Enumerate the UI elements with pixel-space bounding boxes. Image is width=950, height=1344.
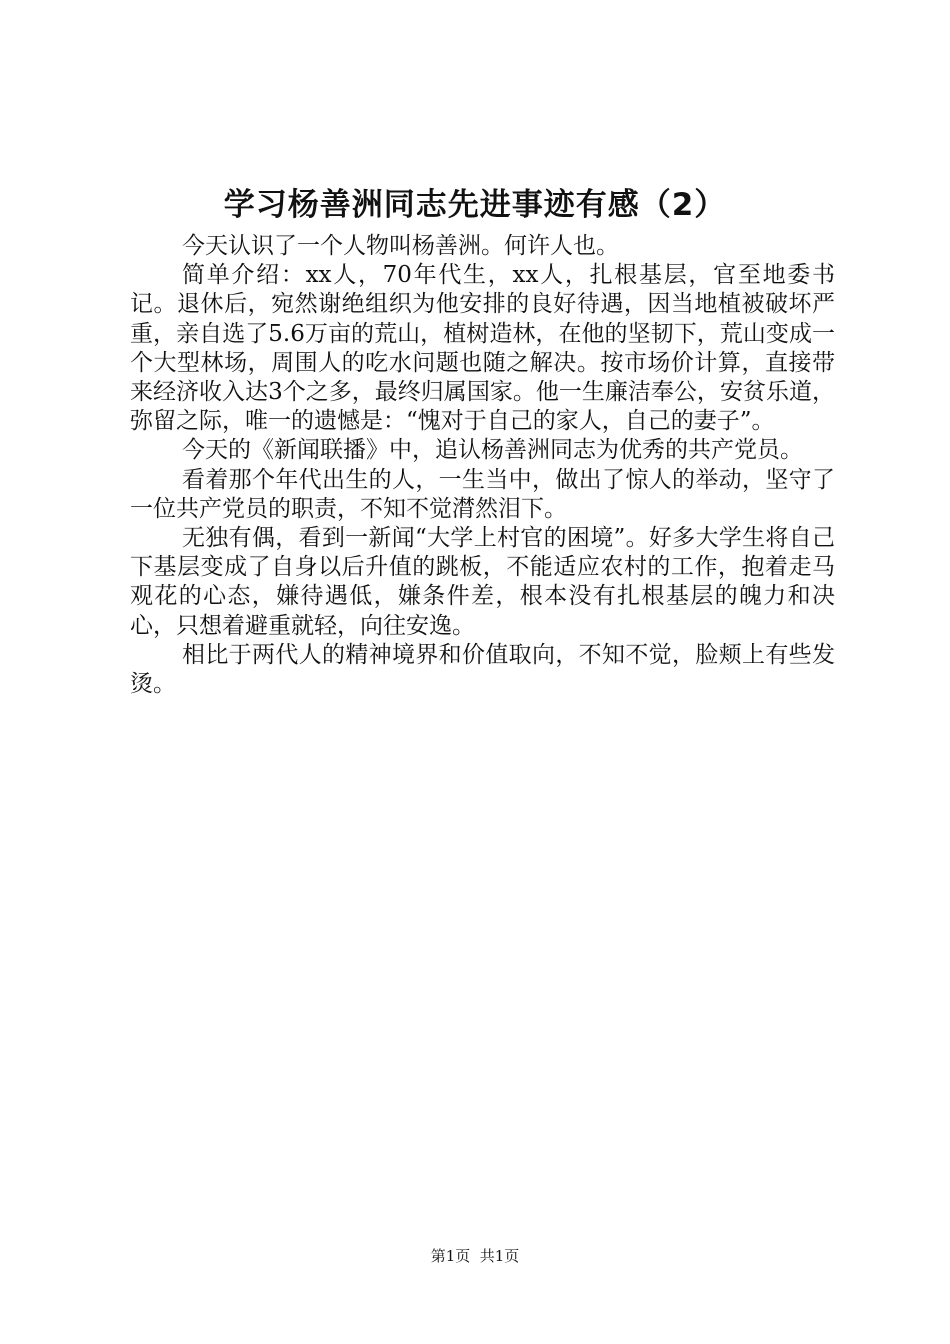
paragraph-news: 今天的《新闻联播》中，追认杨善洲同志为优秀的共产党员。	[182, 437, 803, 464]
paragraph-conclusion: 相比于两代人的精神境界和价值取向，不知不觉，脸颊上有些发烫。	[130, 641, 835, 698]
paragraph-biography: 简单介绍：xx人，70年代生，xx人，扎根基层，官至地委书记。退休后，宛然谢绝组织为他安排的良好待遇，因当地植被破坏严重，亲自选了5.6万亩的荒山，植树造林，在他的坚韧下，荒山变成一个大型林场，周围人的吃水问题也随之解决。按市场价计算，直接带来经济收入达3个之多，最终归属国家。他一生廉洁奉公，安贫乐道，弥留之际，唯一的遗憾是：“愧对于自己的家人，自己的妻子”。	[130, 262, 835, 435]
paragraph-village-officials: 无独有偶，看到一新闻“大学上村官的困境”。好多大学生将自己下基层变成了自身以后升值的跳板，不能适应农村的工作，抱着走马观花的心态，嫌待遇低，嫌条件差，根本没有扎根基层的魄力和决心，只想着避重就轻，向往安逸。	[130, 525, 835, 639]
page-number-footer: 第1页 共1页	[430, 1247, 520, 1265]
document-body	[130, 232, 835, 699]
paragraph-intro: 今天认识了一个人物叫杨善洲。何许人也。	[182, 233, 619, 259]
paragraph-reflection: 看着那个年代出生的人，一生当中，做出了惊人的举动，坚守了一位共产党员的职责，不知不觉潸然泪下。	[130, 466, 835, 522]
page-title: 学习杨善洲同志先进事迹有感（2）	[223, 187, 727, 223]
